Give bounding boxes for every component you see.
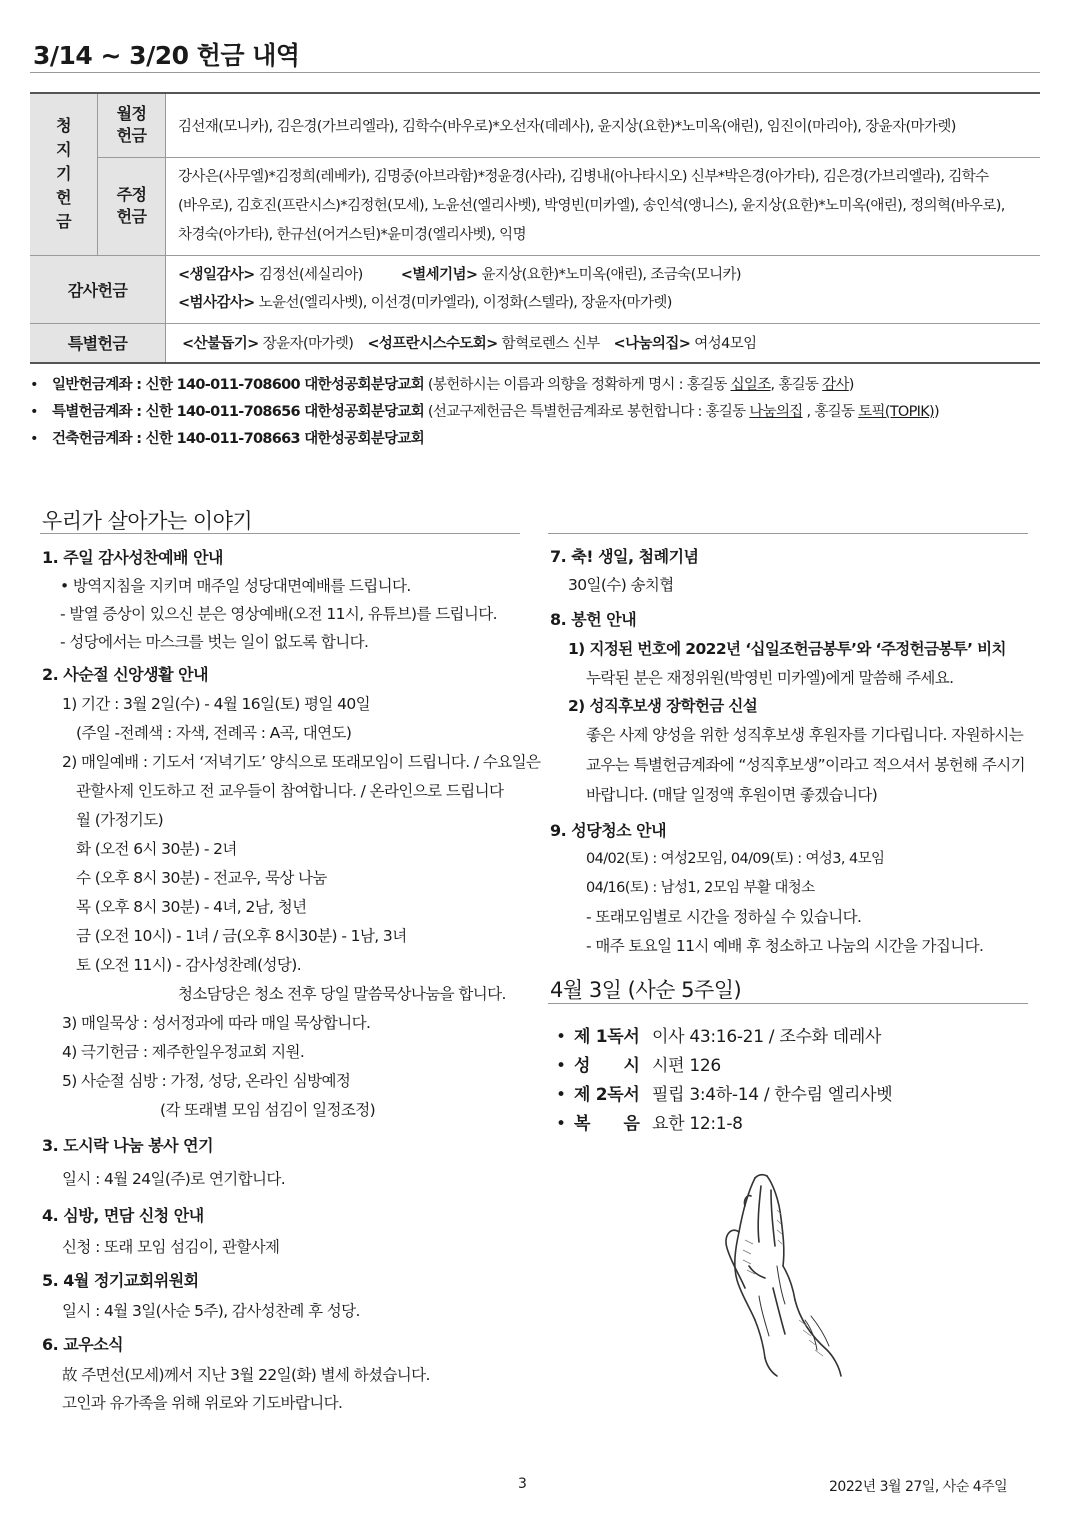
sharing-house-tag: <나눔의집>: [613, 336, 691, 353]
section-7-title: 7. 축! 생일, 첨례기념: [550, 547, 699, 566]
general-thanks-tag: <범사감사>: [178, 295, 255, 311]
franciscan-names: 함혁로렌스 신부: [497, 336, 600, 353]
section-9-line: - 매주 토요일 11시 예배 후 청소하고 나눔의 시간을 가집니다.: [586, 937, 984, 955]
group-label-char: 청: [56, 116, 71, 136]
section-2-line: 4) 극기헌금 : 제주한일우정교회 지원.: [62, 1043, 305, 1061]
weekly-line: (바우로), 김호진(프란시스)*김정헌(모세), 노윤선(엘리사벳), 박영빈(미카엘), 송인석(앵니스), 윤지상(요한)*노미옥(애린), 정의혁(바우로),: [178, 197, 1005, 214]
account-line-special: • 특별헌금계좌 : 신한 140-011-708656 대한성공회분당교회 (선교구제헌금은 특별헌금계좌로 봉헌합니다 : 홍길동 나눔의집 , 홍길동 토픽(TOPIK)): [30, 404, 939, 420]
reading-item: • 제 2독서 필립 3:4하-14 / 한수림 엘리사벳: [556, 1085, 893, 1105]
section-2-line: 토 (오전 11시) - 감사성찬례(성당).: [76, 956, 302, 974]
section-2-line: (주일 -전례색 : 자색, 전례곡 : A곡, 대연도): [76, 724, 352, 742]
account-line-general: • 일반헌금계좌 : 신한 140-011-708600 대한성공회분당교회 (봉헌하시는 이름과 의향을 정확하게 명시 : 홍길동 십일조, 홍길동 감사): [30, 377, 854, 393]
section-5-title: 5. 4월 정기교회위원회: [42, 1271, 199, 1290]
section-2-line: 관할사제 인도하고 전 교우들이 참여합니다. / 온라인으로 드립니다: [76, 782, 504, 800]
section-6-line: 故 주면선(모세)께서 지난 3월 22일(화) 별세 하셨습니다.: [62, 1366, 430, 1384]
section-8-title: 8. 봉헌 안내: [550, 610, 637, 629]
reading-item: • 제 1독서 이사 43:16-21 / 조수화 데레사: [556, 1027, 882, 1047]
group-label-char: 지: [56, 140, 71, 160]
thanks-offering-label: 감사헌금: [30, 255, 166, 323]
section-2-line: 금 (오전 10시) - 1녀 / 금(오후 8시30분) - 1남, 3녀: [76, 927, 407, 945]
section-4-line: 신청 : 또래 모임 섬김이, 관할사제: [62, 1238, 280, 1256]
account-line-building: • 건축헌금계좌 : 신한 140-011-708663 대한성공회분당교회: [30, 431, 425, 447]
section-9-line: 04/02(토) : 여성2모임, 04/09(토) : 여성3, 4모임: [586, 851, 885, 867]
weekly-offering-label: 주정 헌금: [98, 157, 166, 255]
thanks-offering-names: [166, 255, 1041, 323]
section-8-line: 교우는 특별헌금계좌에 “성직후보생”이라고 적으셔서 봉헌해 주시기: [586, 756, 1025, 774]
section-9-title: 9. 성당청소 안내: [550, 821, 667, 840]
section-1-title: 1. 주일 감사성찬예배 안내: [42, 548, 223, 567]
praying-hands-icon: [715, 1170, 845, 1380]
title-rule: [30, 72, 1040, 73]
section-2-line: 월 (가정기도): [76, 811, 164, 829]
story-rule: [40, 533, 520, 534]
section-4-title: 4. 심방, 면담 신청 안내: [42, 1206, 204, 1225]
readings-title: 4월 3일 (사순 5주일): [550, 978, 742, 1002]
memorial-tag: <별세기념>: [400, 267, 478, 283]
reading-item: • 성 시 시편 126: [556, 1056, 721, 1076]
section-2-title: 2. 사순절 신앙생활 안내: [42, 665, 209, 684]
section-1-line: - 발열 증상이 있으신 분은 영상예배(오전 11시, 유튜브)를 드립니다.: [60, 605, 498, 623]
footer-date: 2022년 3월 27일, 사순 4주일: [829, 1479, 1008, 1495]
section-6-line: 고인과 유가족을 위해 위로와 기도바랍니다.: [62, 1394, 343, 1412]
wildfire-tag: <산불돕기>: [182, 336, 259, 353]
sharing-house-names: 여성4모임: [690, 336, 757, 353]
section-2-line: 화 (오전 6시 30분) - 2녀: [76, 840, 237, 858]
section-9-line: 04/16(토) : 남성1, 2모임 부활 대청소: [586, 880, 815, 896]
section-3-line: 일시 : 4월 24일(주)로 연기합니다.: [62, 1170, 286, 1188]
general-thanks-names: 노윤선(엘리사벳), 이선경(미카엘라), 이정화(스텔라), 장윤자(마가렛): [254, 295, 672, 311]
section-2-line: 목 (오후 8시 30분) - 4녀, 2남, 청년: [76, 898, 307, 916]
group-label-char: 기: [56, 164, 71, 184]
page-title: 3/14 ~ 3/20 헌금 내역: [33, 41, 300, 70]
readings-rule: [548, 1003, 1028, 1004]
section-5-line: 일시 : 4월 3일(사순 5주), 감사성찬례 후 성당.: [62, 1302, 360, 1320]
birthday-thanks-names: 김정선(세실리아): [254, 267, 363, 283]
birthday-thanks-tag: <생일감사>: [178, 267, 255, 283]
section-8-line: 좋은 사제 양성을 위한 성직후보생 후원자를 기다립니다. 자원하시는: [586, 726, 1024, 744]
group-label-char: 금: [56, 212, 71, 232]
offerings-table: [30, 92, 1040, 364]
section-1-line: • 방역지침을 지키며 매주일 성당대면예배를 드립니다.: [60, 577, 411, 595]
special-offering-label: 특별헌금: [30, 323, 166, 363]
section-2-line: 5) 사순절 심방 : 가정, 성당, 온라인 심방예정: [62, 1072, 351, 1090]
section-8-line: 바랍니다. (매달 일정액 후원이면 좋겠습니다): [586, 786, 878, 804]
section-2-line: 수 (오후 8시 30분) - 전교우, 묵상 나눔: [76, 869, 327, 887]
right-column-rule: [548, 533, 1028, 534]
section-2-line: 1) 기간 : 3월 2일(수) - 4월 16일(토) 평일 40일: [62, 695, 370, 713]
special-offering-names: [166, 323, 1041, 363]
weekly-line: 강사은(사무엘)*김정희(레베카), 김명중(아브라함)*정윤경(사라), 김병내(아나타시오) 신부*박은경(아가타), 김은경(가브리엘라), 김학수: [178, 168, 989, 185]
section-3-title: 3. 도시락 나눔 봉사 연기: [42, 1136, 214, 1155]
memorial-names: 윤지상(요한)*노미옥(애린), 조금숙(모니카): [477, 267, 741, 283]
section-1-line: - 성당에서는 마스크를 벗는 일이 없도록 합니다.: [60, 633, 369, 651]
section-8-sub2: 2) 성직후보생 장학헌금 신설: [568, 697, 758, 715]
regular-offering-group-label: [30, 93, 98, 255]
section-2-line: (각 또래별 모임 섬김이 일정조정): [160, 1101, 376, 1119]
section-8-line: 누락된 분은 재정위원(박영빈 미카엘)에게 말씀해 주세요.: [586, 669, 954, 687]
monthly-offering-names: 김선재(모니카), 김은경(가브리엘라), 김학수(바우로)*오선자(데레사), 윤지상(요한)*노미옥(애린), 임진이(마리아), 장윤자(마가렛): [166, 93, 1041, 157]
section-7-line: 30일(수) 송치협: [568, 576, 674, 594]
group-label-char: 헌: [56, 188, 71, 208]
wildfire-names: 장윤자(마가렛): [258, 336, 354, 353]
page-number: 3: [518, 1476, 527, 1492]
weekly-offering-names: [166, 157, 1041, 255]
monthly-offering-label: 월정 헌금: [98, 93, 166, 157]
section-9-line: - 또래모임별로 시간을 정하실 수 있습니다.: [586, 908, 862, 926]
section-2-line: 3) 매일묵상 : 성서정과에 따라 매일 묵상합니다.: [62, 1014, 371, 1032]
franciscan-tag: <성프란시스수도회>: [367, 336, 498, 353]
section-2-line: 2) 매일예배 : 기도서 ‘저녁기도’ 양식으로 또래모임이 드립니다. / 수요일은: [62, 753, 541, 771]
weekly-line: 차경숙(아가타), 한규선(어거스틴)*윤미경(엘리사벳), 익명: [178, 226, 526, 243]
reading-item: • 복 음 요한 12:1-8: [556, 1114, 743, 1134]
story-title: 우리가 살아가는 이야기: [42, 509, 253, 533]
section-6-title: 6. 교우소식: [42, 1335, 124, 1354]
section-8-sub1: 1) 지정된 번호에 2022년 ‘십일조헌금봉투’와 ‘주정헌금봉투’ 비치: [568, 640, 1006, 658]
section-2-line: 청소담당은 청소 전후 당일 말씀묵상나눔을 합니다.: [178, 985, 506, 1003]
